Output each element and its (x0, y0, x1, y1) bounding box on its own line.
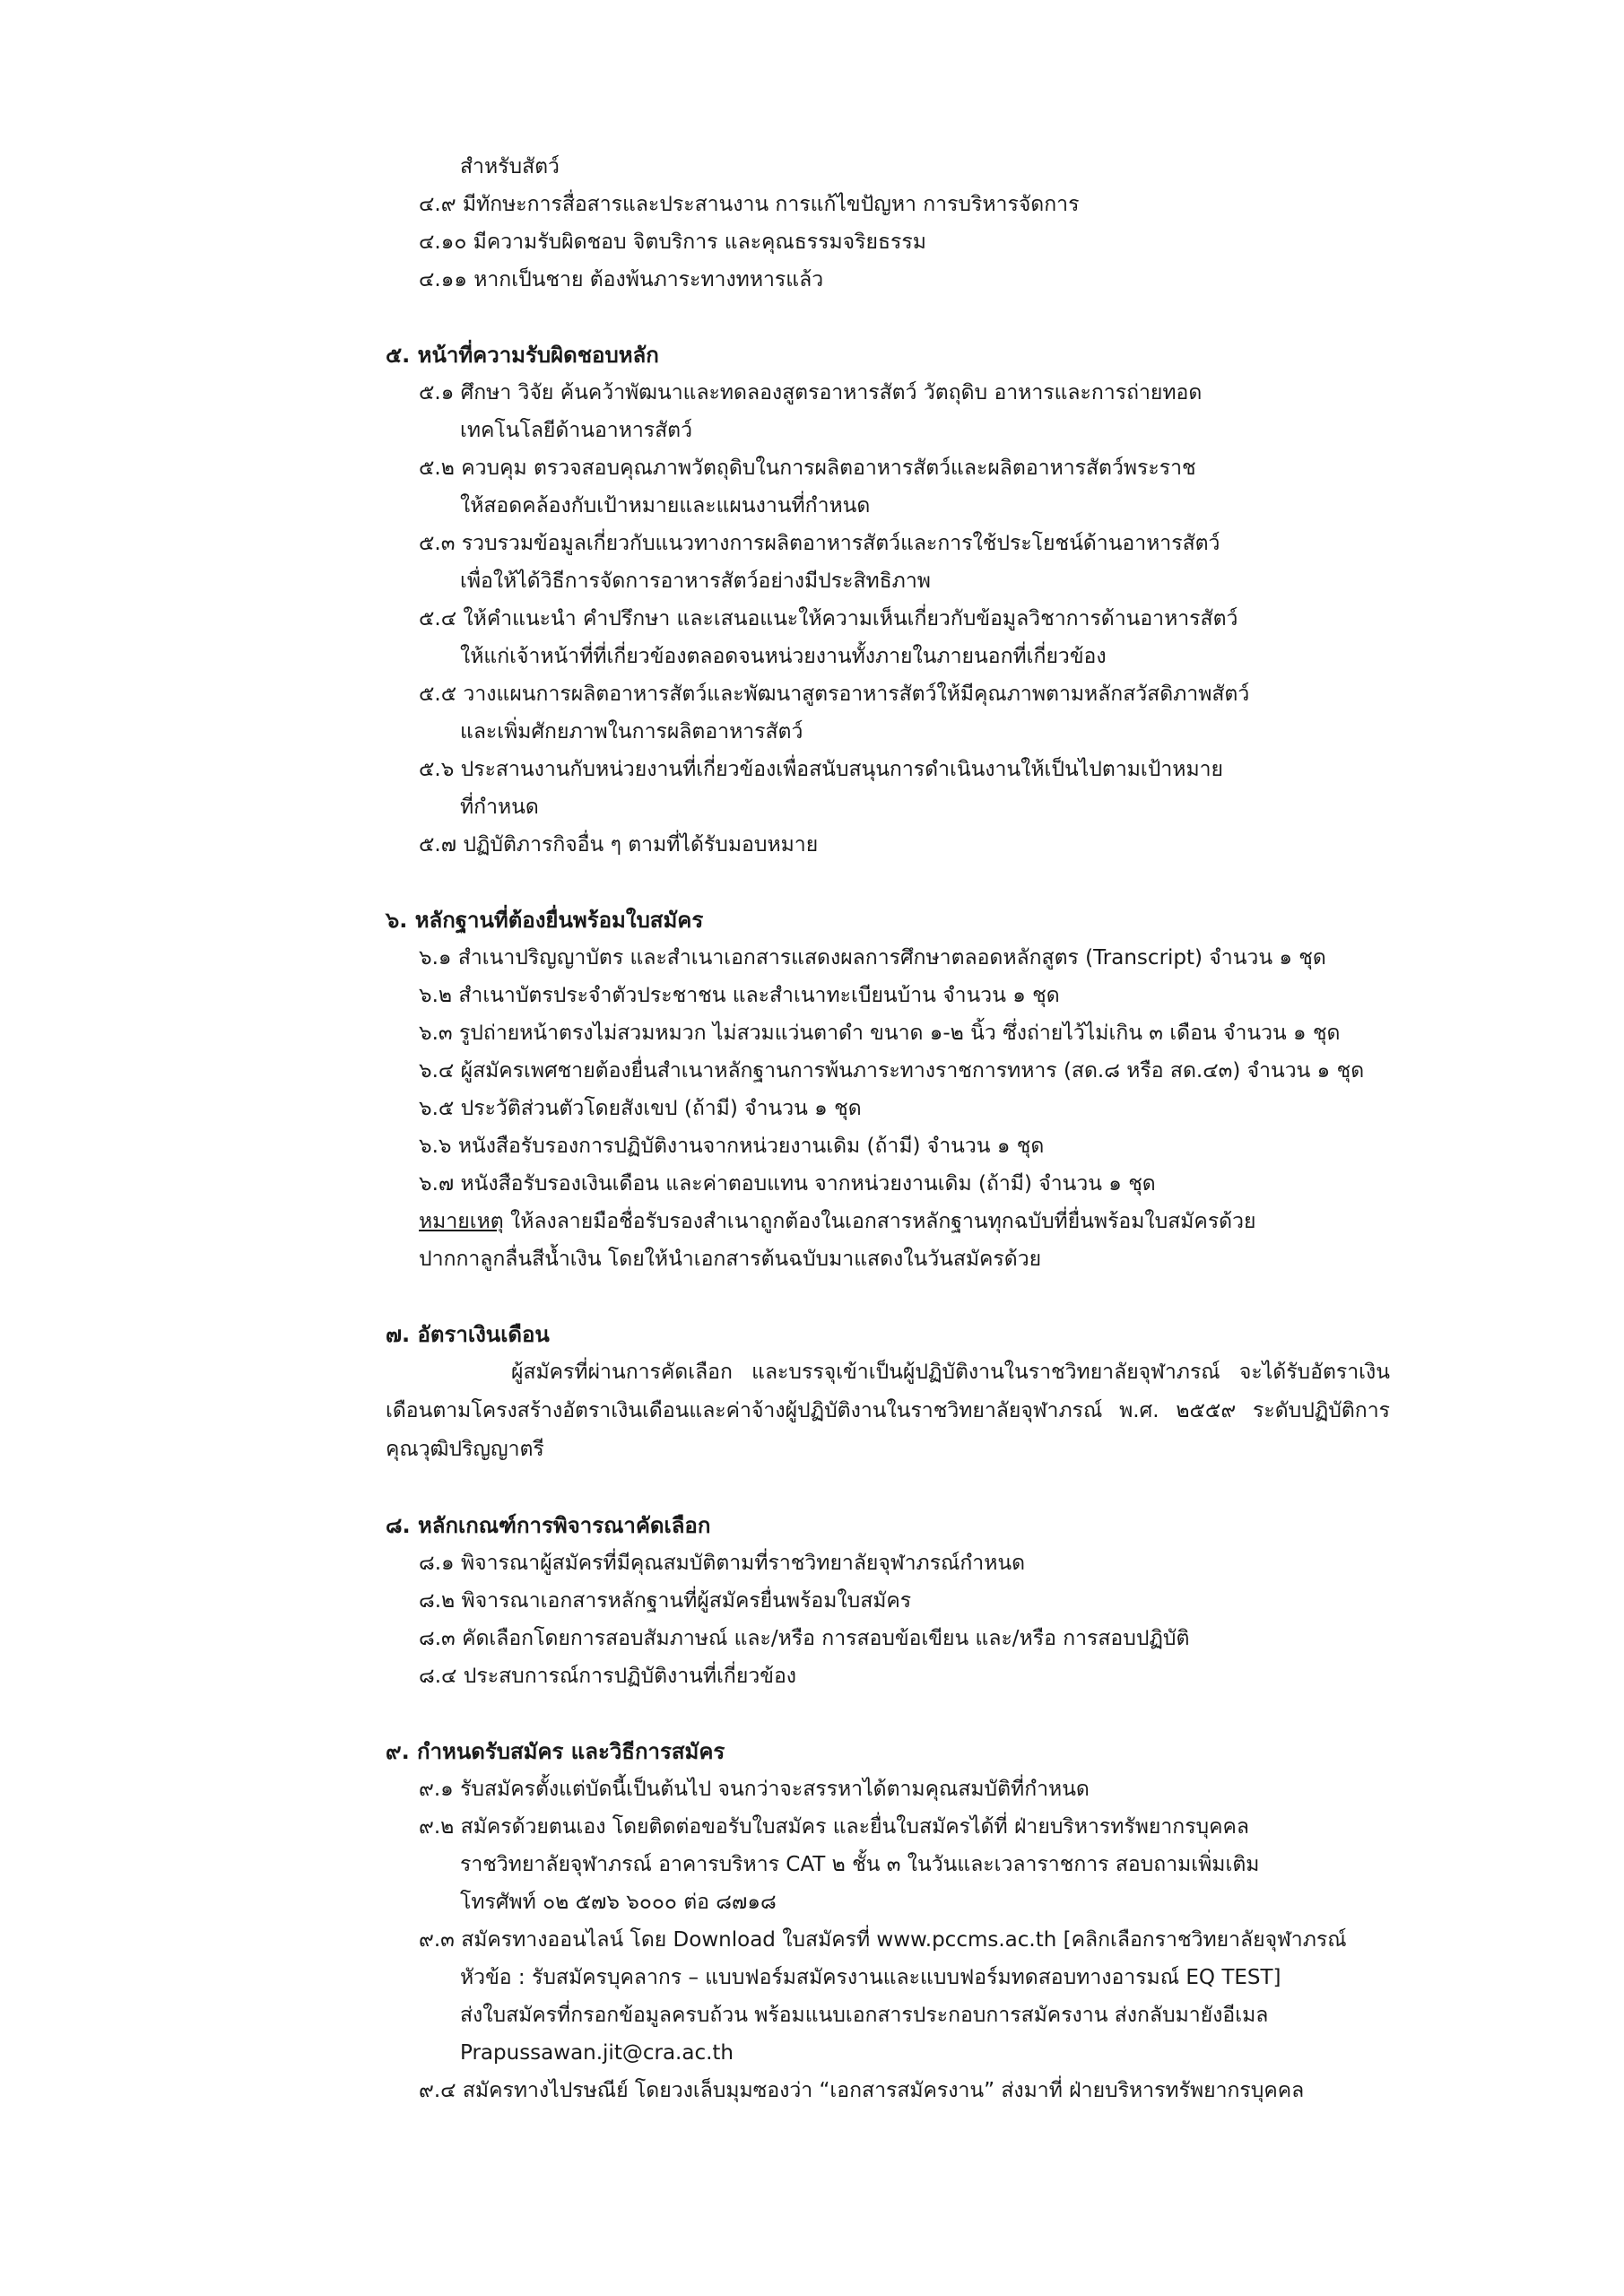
list-item: ๙.๑ รับสมัครตั้งแต่บัดนี้เป็นต้นไป จนกว่าจะสรรหาได้ตามคุณสมบัติที่กำหนด (419, 1778, 1090, 1801)
list-item: ๘.๒ พิจารณาเอกสารหลักฐานที่ผู้สมัครยื่นพร้อมใบสมัคร (419, 1589, 912, 1613)
list-item: ๖.๕ ประวัติส่วนตัวโดยสังเขป (ถ้ามี) จำนวน ๑ ชุด (419, 1097, 862, 1120)
note-line (386, 1203, 1390, 1240)
note-text: ให้ลงลายมือชื่อรับรองสำเนาถูกต้องในเอกสารหลักฐานทุกฉบับที่ยื่นพร้อมใบสมัครด้วย (503, 1210, 1256, 1233)
list-item-continuation: Prapussawan.jit@cra.ac.th (460, 2041, 734, 2065)
list-item-continuation: เพื่อให้ได้วิธีการจัดการอาหารสัตว์อย่างมีประสิทธิภาพ (460, 570, 931, 593)
list-item-continuation: ส่งใบสมัครที่กรอกข้อมูลครบถ้วน พร้อมแนบเอกสารประกอบการสมัครงาน ส่งกลับมายังอีเมล (460, 2004, 1269, 2027)
section-8-list (386, 1544, 1390, 1695)
list-item: ๔.๑๐ มีความรับผิดชอบ จิตบริการ และคุณธรรมจริยธรรม (419, 230, 926, 254)
list-item: ๖.๒ สำเนาบัตรประจำตัวประชาชน และสำเนาทะเบียนบ้าน จำนวน ๑ ชุด (419, 984, 1060, 1007)
list-item: ๕.๒ ควบคุม ตรวจสอบคุณภาพวัตถุดิบในการผลิตอาหารสัตว์และผลิตอาหารสัตว์พระราช (419, 457, 1196, 480)
list-item-continuation: ราชวิทยาลัยจุฬาภรณ์ อาคารบริหาร CAT ๒ ชั้น ๓ ในวันและเวลาราชการ สอบถามเพิ่มเติม (460, 1853, 1260, 1876)
list-item-continuation: สำหรับสัตว์ (460, 155, 560, 178)
section-8-heading: ๘. หลักเกณฑ์การพิจารณาคัดเลือก (386, 1513, 711, 1538)
section-7-paragraph (386, 1353, 1390, 1469)
list-item: ๖.๓ รูปถ่ายหน้าตรงไม่สวมหมวก ไม่สวมแว่นตาดำ ขนาด ๑-๒ นิ้ว ซึ่งถ่ายไว้ไม่เกิน ๓ เดือน จำนวน ๑ ชุด (419, 1022, 1341, 1045)
section-9-heading: ๙. กำหนดรับสมัคร และวิธีการสมัคร (386, 1739, 725, 1764)
list-item: ๕.๔ ให้คำแนะนำ คำปรึกษา และเสนอแนะให้ความเห็นเกี่ยวกับข้อมูลวิชาการด้านอาหารสัตว์ (419, 607, 1238, 631)
list-item: ๔.๑๑ หากเป็นชาย ต้องพ้นภาระทางทหารแล้ว (419, 268, 824, 291)
section-9-list (386, 1770, 1390, 2109)
list-item: ๔.๙ มีทักษะการสื่อสารและประสานงาน การแก้ไขปัญหา การบริหารจัดการ (419, 193, 1080, 216)
section-5-list (386, 374, 1390, 864)
note-continuation: ปากกาลูกลื่นสีน้ำเงิน โดยให้นำเอกสารต้นฉบับมาแสดงในวันสมัครด้วย (419, 1248, 1042, 1271)
document-content (386, 148, 1390, 2109)
list-item-continuation: หัวข้อ : รับสมัครบุคลากร – แบบฟอร์มสมัครงานและแบบฟอร์มทดสอบทางอารมณ์ EQ TEST] (460, 1966, 1281, 1989)
section-7-heading: ๗. อัตราเงินเดือน (386, 1322, 550, 1347)
list-item-continuation: ที่กำหนด (460, 796, 539, 819)
list-item: ๕.๕ วางแผนการผลิตอาหารสัตว์และพัฒนาสูตรอาหารสัตว์ให้มีคุณภาพตามหลักสวัสดิภาพสัตว์ (419, 683, 1250, 706)
list-item-continuation: ให้สอดคล้องกับเป้าหมายและแผนงานที่กำหนด (460, 494, 871, 517)
section-6-heading: ๖. หลักฐานที่ต้องยื่นพร้อมใบสมัคร (386, 908, 704, 933)
section-5-heading: ๕. หน้าที่ความรับผิดชอบหลัก (386, 343, 659, 368)
list-item: ๖.๑ สำเนาปริญญาบัตร และสำเนาเอกสารแสดงผลการศึกษาตลอดหลักสูตร (Transcript) จำนวน ๑ ชุด (419, 946, 1326, 970)
list-item: ๙.๔ สมัครทางไปรษณีย์ โดยวงเล็บมุมซองว่า “เอกสารสมัครงาน” ส่งมาที่ ฝ่ายบริหารทรัพยากรบุคคล (419, 2079, 1305, 2102)
list-item-continuation: และเพิ่มศักยภาพในการผลิตอาหารสัตว์ (460, 720, 803, 744)
list-item: ๕.๖ ประสานงานกับหน่วยงานที่เกี่ยวข้องเพื่อสนับสนุนการดำเนินงานให้เป็นไปตามเป้าหมาย (419, 758, 1223, 781)
list-item: ๕.๓ รวบรวมข้อมูลเกี่ยวกับแนวทางการผลิตอาหารสัตว์และการใช้ประโยชน์ด้านอาหารสัตว์ (419, 532, 1220, 555)
salary-text: ผู้สมัครที่ผ่านการคัดเลือก และบรรจุเข้าเป็นผู้ปฏิบัติงานในราชวิทยาลัยจุฬาภรณ์ จะได้รับอัตราเงินเดือนตามโครงสร้างอัตราเงินเดือนและค่าจ้างผู้ปฏิบัติงานในราชวิทยาลัยจุฬาภรณ์ พ.ศ. ๒๕๕๙ ระดับปฏิบัติการ คุณวุฒิปริญญาตรี (386, 1361, 1390, 1461)
list-item-continuation: โทรศัพท์ ๐๒ ๕๗๖ ๖๐๐๐ ต่อ ๘๗๑๘ (460, 1891, 777, 1914)
list-item: ๖.๗ หนังสือรับรองเงินเดือน และค่าตอบแทน จากหน่วยงานเดิม (ถ้ามี) จำนวน ๑ ชุด (419, 1172, 1156, 1196)
list-item: ๕.๑ ศึกษา วิจัย ค้นคว้าพัฒนาและทดลองสูตรอาหารสัตว์ วัตถุดิบ อาหารและการถ่ายทอด (419, 381, 1203, 404)
list-item: ๙.๓ สมัครทางออนไลน์ โดย Download ใบสมัครที่ www.pccms.ac.th [คลิกเลือกราชวิทยาลัยจุฬาภรณ์ (419, 1928, 1347, 1952)
section-4-continued (386, 148, 1390, 299)
list-item: ๘.๓ คัดเลือกโดยการสอบสัมภาษณ์ และ/หรือ การสอบข้อเขียน และ/หรือ การสอบปฏิบัติ (419, 1627, 1190, 1650)
list-item: ๕.๗ ปฏิบัติภารกิจอื่น ๆ ตามที่ได้รับมอบหมาย (419, 833, 819, 857)
list-item: ๖.๔ ผู้สมัครเพศชายต้องยื่นสำเนาหลักฐานการพ้นภาระทางราชการทหาร (สด.๘ หรือ สด.๔๓) จำนวน ๑ ชุด (419, 1059, 1365, 1083)
list-item: ๘.๔ ประสบการณ์การปฏิบัติงานที่เกี่ยวข้อง (419, 1665, 796, 1688)
section-6-list (386, 939, 1390, 1203)
list-item: ๖.๖ หนังสือรับรองการปฏิบัติงานจากหน่วยงานเดิม (ถ้ามี) จำนวน ๑ ชุด (419, 1135, 1045, 1158)
list-item-continuation: ให้แก่เจ้าหน้าที่ที่เกี่ยวข้องตลอดจนหน่วยงานทั้งภายในภายนอกที่เกี่ยวข้อง (460, 645, 1107, 668)
list-item: ๙.๒ สมัครด้วยตนเอง โดยติดต่อขอรับใบสมัคร และยื่นใบสมัครได้ที่ ฝ่ายบริหารทรัพยากรบุคคล (419, 1815, 1250, 1839)
list-item: ๘.๑ พิจารณาผู้สมัครที่มีคุณสมบัติตามที่ราชวิทยาลัยจุฬาภรณ์กำหนด (419, 1552, 1026, 1575)
list-item-continuation: เทคโนโลยีด้านอาหารสัตว์ (460, 419, 693, 442)
note-label: หมายเหตุ (419, 1210, 504, 1233)
